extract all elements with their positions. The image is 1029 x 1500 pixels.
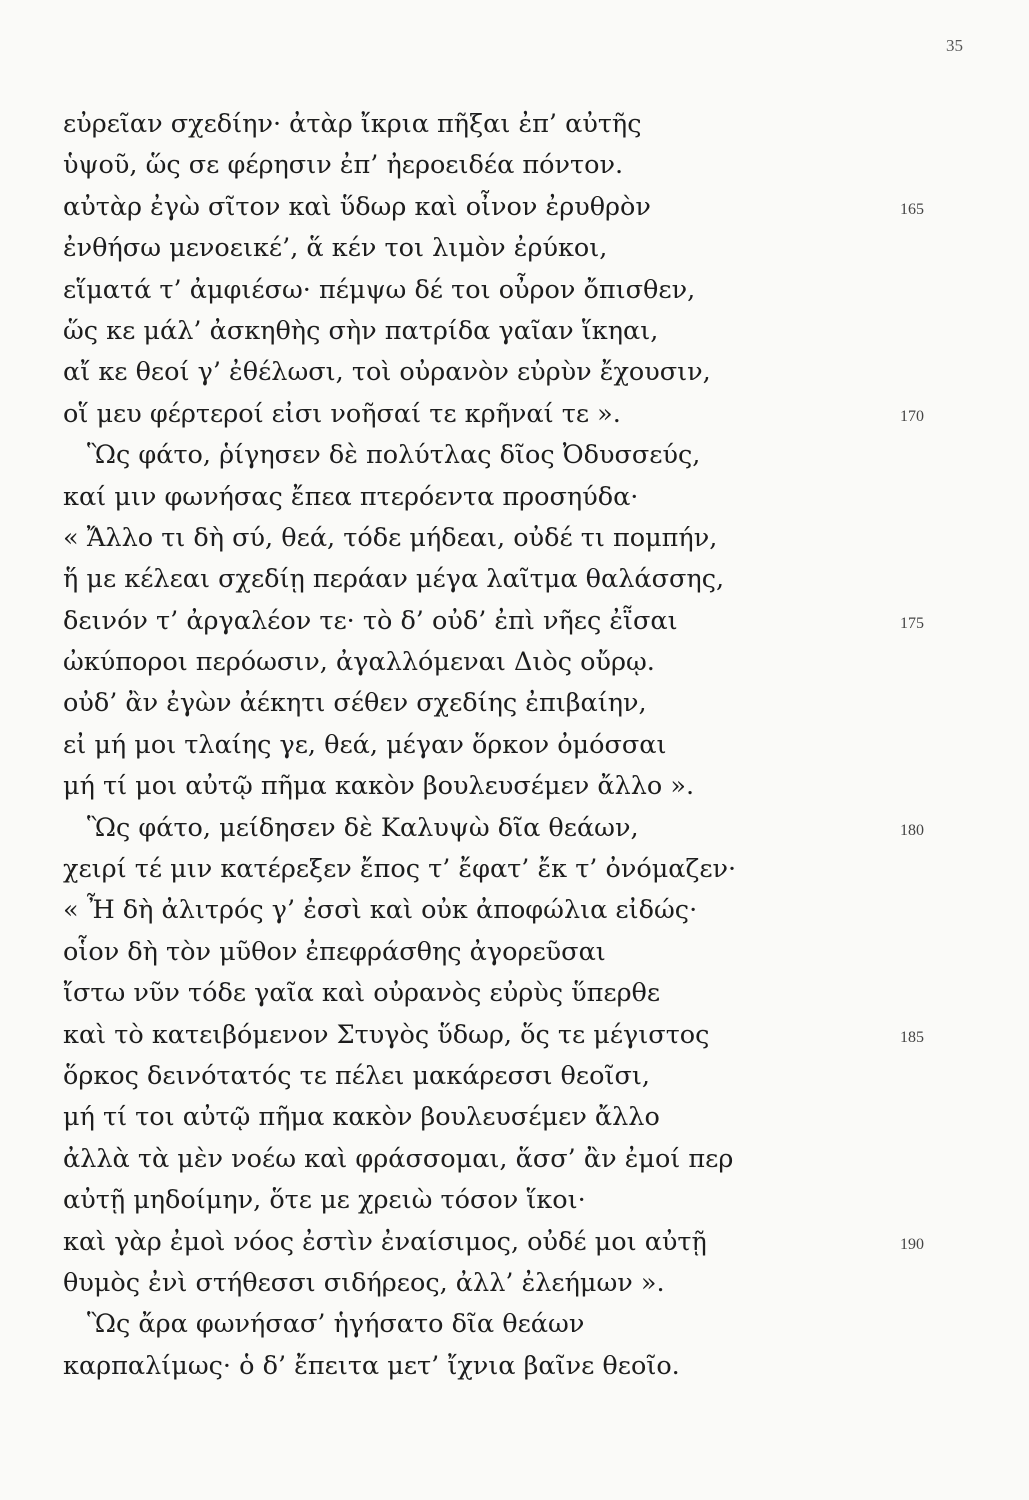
line-number: 190 <box>900 1235 924 1253</box>
line-number: 175 <box>900 614 924 632</box>
verse-line <box>63 477 963 518</box>
verse-text: οἷον δὴ τὸν μῦθον ἐπεφράσθης ἀγορεῦσαι <box>63 936 606 967</box>
verse-line <box>63 890 963 931</box>
verse-text: καρπαλίμως· ὁ δ’ ἔπειτα μετ’ ἴχνια βαῖνε θεοῖο. <box>63 1350 680 1381</box>
verse-line <box>63 1139 963 1180</box>
verse-line <box>63 725 963 766</box>
verse-text: αὐτῇ μηδοίμην, ὅτε με χρειὼ τόσον ἵκοι· <box>63 1185 586 1216</box>
line-number: 165 <box>900 200 924 218</box>
verse-text: οὐδ’ ἂν ἐγὼν ἀέκητι σέθεν σχεδίης ἐπιβαίην, <box>63 688 647 719</box>
verse-line <box>63 104 963 145</box>
verse-text: δεινόν τ’ ἀργαλέον τε· τὸ δ’ οὐδ’ ἐπὶ νῆες ἐῗσαι <box>63 605 678 636</box>
verse-text: οἵ μευ φέρτεροί εἰσι νοῆσαί τε κρῆναί τε ». <box>63 398 621 429</box>
verse-text: εἵματά τ’ ἀμφιέσω· πέμψω δέ τοι οὖρον ὄπισθεν, <box>63 274 696 305</box>
page-number: 35 <box>946 36 963 55</box>
verse-text: Ὣς φάτο, ῥίγησεν δὲ πολύτλας δῖος Ὀδυσσεύς, <box>87 440 701 471</box>
verse-line <box>63 1263 963 1304</box>
line-number: 170 <box>900 407 924 425</box>
verse-text: θυμὸς ἐνὶ στήθεσσι σιδήρεος, ἀλλ’ ἐλεήμων ». <box>63 1267 665 1298</box>
verse-line <box>63 1304 963 1345</box>
verse-line <box>63 1097 963 1138</box>
verse-text: εἰ μή μοι τλαίης γε, θεά, μέγαν ὅρκον ὀμόσσαι <box>63 729 667 760</box>
verse-block <box>63 104 963 1387</box>
verse-line <box>63 601 963 642</box>
verse-line <box>63 1180 963 1221</box>
verse-line <box>63 973 963 1014</box>
verse-text: ἀλλὰ τὰ μὲν νοέω καὶ φράσσομαι, ἅσσ’ ἂν ἐμοί περ <box>63 1143 734 1174</box>
verse-text: μή τί μοι αὐτῷ πῆμα κακὸν βουλευσέμεν ἄλλο ». <box>63 771 695 802</box>
verse-text: χειρί τέ μιν κατέρεξεν ἔπος τ’ ἔφατ’ ἔκ τ’ ὀνόμαζεν· <box>63 854 737 885</box>
verse-line <box>63 311 963 352</box>
verse-text: καί μιν φωνήσας ἔπεα πτερόεντα προσηύδα· <box>63 481 639 512</box>
verse-text: Ὣς φάτο, μείδησεν δὲ Καλυψὼ δῖα θεάων, <box>87 812 639 843</box>
verse-line <box>63 1056 963 1097</box>
verse-line <box>63 642 963 683</box>
verse-line <box>63 559 963 600</box>
verse-text: αὐτὰρ ἐγὼ σῖτον καὶ ὕδωρ καὶ οἶνον ἐρυθρὸν <box>63 191 651 222</box>
verse-text: ὑψοῦ, ὥς σε φέρησιν ἐπ’ ἠεροειδέα πόντον. <box>63 150 624 181</box>
verse-text: « Ἄλλο τι δὴ σύ, θεά, τόδε μήδεαι, οὐδέ τι πομπήν, <box>63 522 718 553</box>
verse-line <box>63 808 963 849</box>
verse-line <box>63 270 963 311</box>
verse-line <box>63 518 963 559</box>
verse-text: ὥς κε μάλ’ ἀσκηθὴς σὴν πατρίδα γαῖαν ἵκηαι, <box>63 315 659 346</box>
verse-text: μή τί τοι αὐτῷ πῆμα κακὸν βουλευσέμεν ἄλλο <box>63 1102 660 1133</box>
verse-line <box>63 1015 963 1056</box>
verse-line <box>63 766 963 807</box>
verse-text: ὠκύποροι περόωσιν, ἀγαλλόμεναι Διὸς οὔρῳ. <box>63 647 655 678</box>
line-number: 185 <box>900 1028 924 1046</box>
verse-line <box>63 435 963 476</box>
line-number: 180 <box>900 821 924 839</box>
verse-line <box>63 849 963 890</box>
verse-line <box>63 228 963 269</box>
verse-line <box>63 145 963 186</box>
verse-text: ὅρκος δεινότατός τε πέλει μακάρεσσι θεοῖσι, <box>63 1060 650 1091</box>
verse-text: καὶ τὸ κατειβόμενον Στυγὸς ὕδωρ, ὅς τε μέγιστος <box>63 1019 710 1050</box>
verse-line <box>63 683 963 724</box>
verse-text: ἥ με κέλεαι σχεδίῃ περάαν μέγα λαῖτμα θαλάσσης, <box>63 564 725 595</box>
verse-text: καὶ γὰρ ἐμοὶ νόος ἐστὶν ἐναίσιμος, οὐδέ μοι αὐτῇ <box>63 1226 707 1257</box>
verse-line <box>63 187 963 228</box>
verse-text: « Ἦ δὴ ἀλιτρός γ’ ἐσσὶ καὶ οὐκ ἀποφώλια εἰδώς· <box>63 895 698 926</box>
verse-text: ἐνθήσω μενοεικέ’, ἅ κέν τοι λιμὸν ἐρύκοι, <box>63 233 608 264</box>
verse-text: αἴ κε θεοί γ’ ἐθέλωσι, τοὶ οὐρανὸν εὐρὺν ἔχουσιν, <box>63 357 711 388</box>
verse-text: εὐρεῖαν σχεδίην· ἀτὰρ ἴκρια πῆξαι ἐπ’ αὐτῆς <box>63 109 642 139</box>
verse-line <box>63 394 963 435</box>
verse-line <box>63 1346 963 1387</box>
verse-line <box>63 932 963 973</box>
verse-line <box>63 352 963 393</box>
verse-text: Ὣς ἄρα φωνήσασ’ ἡγήσατο δῖα θεάων <box>87 1309 585 1340</box>
verse-text: ἴστω νῦν τόδε γαῖα καὶ οὐρανὸς εὐρὺς ὕπερθε <box>63 978 661 1009</box>
verse-line <box>63 1222 963 1263</box>
